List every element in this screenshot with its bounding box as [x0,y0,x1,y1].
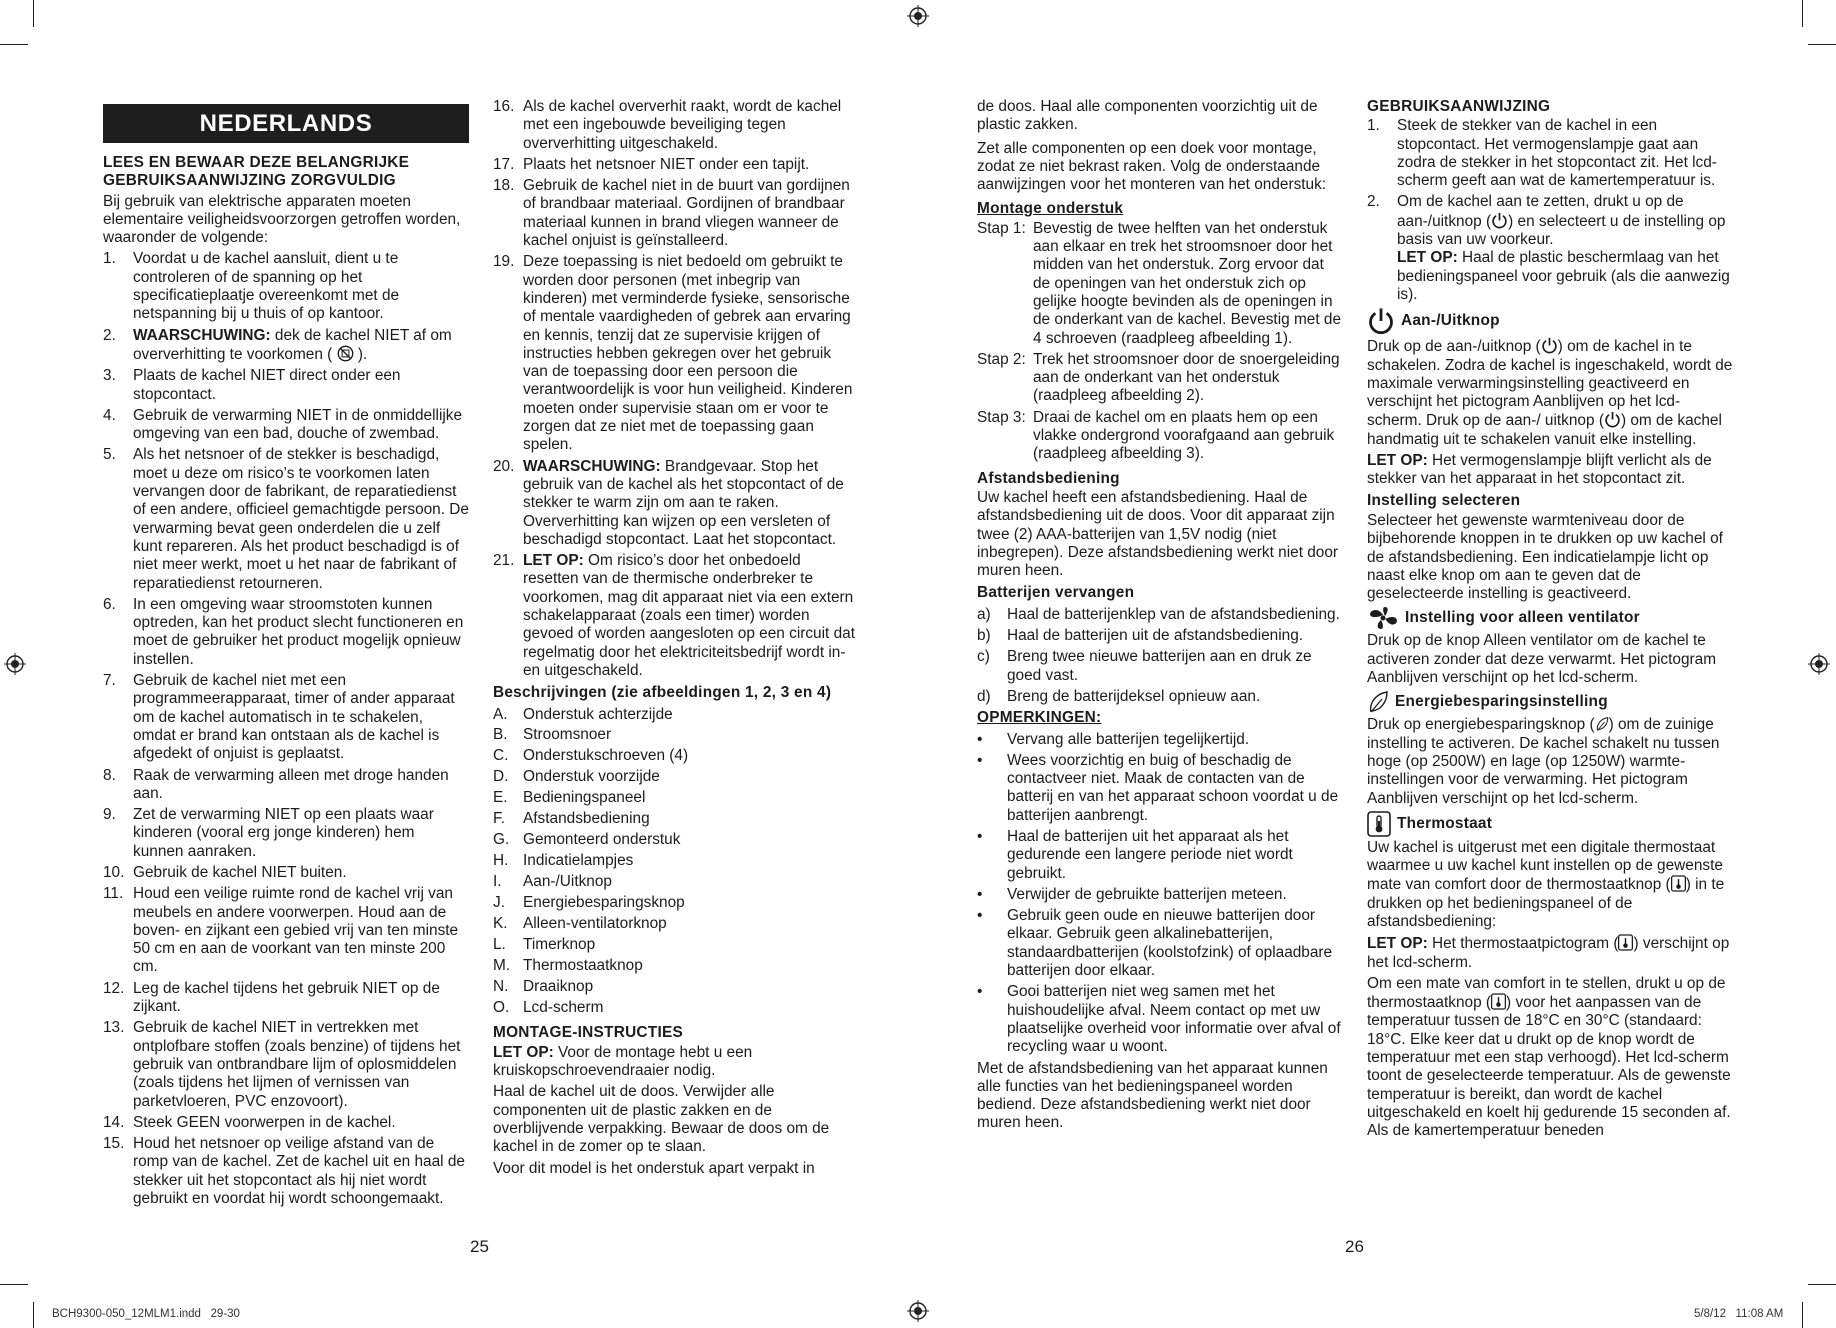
power-icon [1541,337,1558,354]
list-item: Stap 1: Bevestig de twee helften van het onderstuk aan elkaar en trek het stroomsnoer door het midden van het onderstuk. Zorg ervoor dat de openingen van het onderstuk zich op gelijke hoogte bevinden als de openingen in de onderkant van de kachel. Bevestig met de 4 schroeven (raadpleeg afbeelding 1). [977,219,1342,347]
select-paragraph: Selecteer het gewenste warmteniveau door de bijbehorende knoppen in te drukken op uw kachel of de afstandsbediening. Een indicatielampje licht op naast elke knop om aan te geven dat de geselecteerde instelling is geactiveerd. [1367,511,1723,603]
crop-mark [0,44,28,45]
list-item: • Verwijder de gebruikte batterijen meteen. [977,885,1287,903]
list-item: 5. Als het netsnoer of de stekker is beschadigd, moet u deze om risico’s te voorkomen laten vervangen door de fabrikant, de reparatiedienst of een andere, officieel gemachtigde persoon. De verwarming bevat geen onderdelen die u zelf kunt repareren. Als het product beschadigd is of niet meer werkt, moet u het naar de fabrikant of reparatiedienst retourneren. [103,446,469,592]
footer-date: 5/8/12 11:08 AM [1694,1308,1784,1320]
crop-mark [1808,1284,1836,1285]
crop-mark [1802,0,1803,27]
list-item: 8. Raak de verwarming alleen met droge handen aan. [103,766,449,802]
list-item: • Vervang alle batterijen tegelijkertijd. [977,730,1250,748]
thermostat-icon [1491,993,1506,1010]
safety-heading: LEES EN BEWAAR DEZE BELANGRIJKE GEBRUIKSAANWIJZING ZORGVULDIG [103,154,410,190]
list-item: Stap 2: Trek het stroomsnoer door de snoergeleiding aan de onderkant van het onderstuk (raadpleeg afbeelding 2). [977,350,1340,405]
list-item: • Wees voorzichtig en buig of beschadig de contactveer niet. Maak de contacten van de batterij en van het apparaat schoon voordat u de batterijen aanbrengt. [977,751,1339,824]
page-number-right: 26 [1345,1237,1364,1256]
list-item: E. Bedieningspaneel [493,789,646,807]
onoff-paragraph: Druk op de aan-/uitknop ( ) om de kachel in te schakelen. Zodra de kachel is ingeschakeld, wordt de maximale verwarmingsinstelling geactiveerd en verschijnt het pictogram Aanblijven op het lcd-scherm. Druk op de aan-/ uitknop ( ) om de kachel handmatig uit te schakelen vanuit elke instelling. [1367,338,1733,448]
language-banner: NEDERLANDS [103,104,469,143]
fan-heading-row [1367,606,1733,630]
remote-paragraph: Uw kachel heeft een afstandsbediening. Haal de afstandsbediening uit de doos. Voor dit apparaat zijn twee (2) AAA-batterijen van 1,5V nodig (niet inbegrepen). Deze afstandsbediening werkt niet door muren heen. [977,488,1339,580]
list-item: 1. Steek de stekker van de kachel in een stopcontact. Het vermogenslampje gaat aan zodra de stekker in het stopcontact zit. Het lcd-scherm geeft aan wat de kamertemperatuur is. [1367,117,1717,190]
list-item: 2. Om de kachel aan te zetten, drukt u op de aan-/uitknop ( ) en selecteert u de instelling op basis van uw voorkeur. LET OP: Haal de plastic beschermlaag van het bedieningspaneel voor gebruik (als die aanwezig is). [1367,193,1730,303]
thermo-paragraph-2: Om een mate van comfort in te stellen, drukt u op de thermostaatknop ( ) voor het aanpassen van de temperatuur tussen de 18°C en 30°C (standaard: 18°C. Elke keer dat u drukt op de knop wordt de temperatuur met een stap verhoogd). Het lcd-scherm toont de geselecteerde temperatuur. Als de gewenste temperatuur is bereikt, dan wordt de kachel uitgeschakeld en koelt hij gedurende 15 seconden af. Als de kamertemperatuur beneden [1367,974,1731,1140]
thermostat-icon [1671,875,1686,892]
leaf-icon [1595,716,1609,732]
list-item: A. Onderstuk achterzijde [493,705,673,723]
usage-heading: GEBRUIKSAANWIJZING [1367,98,1551,115]
battery-heading: Batterijen vervangen [977,584,1135,602]
page-number-left: 25 [470,1237,489,1256]
onoff-heading: Aan-/Uitknop [1401,312,1500,330]
list-item: J. Energiebesparingsknop [493,894,685,912]
footer-file: BCH9300-050_12MLM1.indd 29-30 [52,1308,240,1320]
list-item: • Haal de batterijen uit het apparaat als het gedurende een langere periode niet wordt gebruikt. [977,827,1293,882]
thermo-heading: Thermostaat [1397,814,1493,832]
list-item: 6. In een omgeving waar stroomstoten kunnen optreden, kan het product slecht functioneren en moet de gebruiker het product mogelijk opnieuw instellen. [103,595,464,668]
list-item: d) Breng de batterijdeksel opnieuw aan. [977,687,1261,705]
list-item: F. Afstandsbediening [493,810,650,828]
list-item: 1. Voordat u de kachel aansluit, dient u te controleren of de spanning op het specificatieplaatje overeenkomt met de netspanning bij u thuis of op kantoor. [103,250,400,323]
list-item: K. Alleen-ventilatorknop [493,915,667,933]
notes-list [977,731,1343,1057]
power-icon [1604,411,1621,428]
list-item: 2. WAARSCHUWING: dek de kachel NIET af om oververhitting te voorkomen ( ). [103,326,452,363]
safety-list-continued [493,98,859,680]
safety-list [103,250,469,1208]
list-item: 13. Gebruik de kachel NIET in vertrekken met ontplofbare stoffen (zoals benzine) of tijdens het gebruik van ontbrandbare lijm of oplosmiddelen (zoals tijdens het lijmen of vernissen van parketvloeren, PVC enzovoort). [103,1019,461,1110]
list-item: 15. Houd het netsnoer op veilige afstand van de romp van de kachel. Zet de kachel uit en haal de stekker uit het stopcontact als hij niet wordt gebruikt en voordat hij wordt schoongemaakt. [103,1135,465,1208]
list-item: 18. Gebruik de kachel niet in de buurt van gordijnen of brandbaar materiaal. Gordijnen of brandbaar materiaal kunnen in brand vliegen wanneer de kachel onjuist is geïnstalleerd. [493,177,850,250]
list-item: c) Breng twee nieuwe batterijen aan en druk ze goed vast. [977,648,1312,684]
list-item: • Gebruik geen oude en nieuwe batterijen door elkaar. Gebruik geen alkalinebatterijen, standaardbatterijen (koolstofzink) of oplaadbare batterijen door elkaar. [977,907,1333,980]
list-item: M. Thermostaatknop [493,957,643,975]
list-item: G. Gemonteerd onderstuk [493,831,681,849]
assembly-paragraph: Haal de kachel uit de doos. Verwijder alle componenten uit de plastic zakken en de overblijvende verpakking. Bewaar de doos om de kachel in de zomer op te slaan. [493,1083,830,1156]
base-assembly-heading: Montage onderstuk [977,200,1124,218]
assembly-note: LET OP: Voor de montage hebt u een kruiskopschroevendraaier nodig. [493,1043,753,1080]
fan-paragraph: Druk op de knop Alleen ventilator om de kachel te activeren zonder dat deze verwarmt. Het pictogram Aanblijven verschijnt op het lcd-scherm. [1367,632,1717,687]
registration-mark-icon [1808,653,1830,675]
list-item: 19. Deze toepassing is niet bedoeld om gebruikt te worden door personen (met inbegrip van kinderen) met verminderde fysieke, sensorische of mentale vaardigheden of gebrek aan ervaring en kennis, tenzij dat ze supervisie krijgen of instructies hebben gekregen over het gebruik van de toepassing door een persoon die verantwoordelijk is voor hun veiligheid. Kinderen moeten onder supervisie staan om er voor te zorgen dat ze niet met de toepassing gaan spelen. [493,253,853,454]
list-item: 16. Als de kachel oververhit raakt, wordt de kachel met een ingebouwde beveiliging tegen oververhitting uitgeschakeld. [493,98,842,152]
list-item: D. Onderstuk voorzijde [493,768,660,786]
thermostat-icon [1367,811,1391,837]
do-not-cover-icon [337,345,354,362]
list-item: b) Haal de batterijen uit de afstandsbediening. [977,627,1304,645]
eco-paragraph: Druk op energiebesparingsknop ( ) om de zuinige instelling te activeren. De kachel schakelt nu tussen hoge (op 2500W) en lage (op 1250W) warmte-instellingen voor de verwarming. Het pictogram Aanblijven verschijnt op het lcd-scherm. [1367,716,1720,807]
assembly-paragraph: Zet alle componenten op een doek voor montage, zodat ze niet bekrast raken. Volg de onderstaande aanwijzingen voor het monteren van het onderstuk: [977,139,1327,194]
power-icon [1367,307,1395,335]
list-item: 12. Leg de kachel tijdens het gebruik NIET op de zijkant. [103,979,440,1016]
eco-heading: Energiebesparingsinstelling [1395,693,1608,711]
list-item: 14. Steek GEEN voorwerpen in de kachel. [103,1113,396,1131]
fan-heading: Instelling voor alleen ventilator [1405,609,1640,627]
column-2 [493,98,859,1181]
leaf-icon [1367,690,1389,714]
descriptions-list [493,706,859,1018]
list-item: 7. Gebruik de kachel niet met een programmeerapparaat, timer of ander apparaat om de kachel automatisch in te schakelen, omdat er brand kan ontstaan als de kachel is afgedekt of onjuist is geplaatst. [103,672,455,763]
crop-mark [1808,44,1836,45]
column-1 [103,98,469,1211]
remote-heading: Afstandsbediening [977,469,1120,487]
thermostat-icon [1618,934,1633,951]
crop-mark [33,1302,34,1328]
assembly-paragraph: Voor dit model is het onderstuk apart verpakt in [493,1159,815,1177]
list-item: O. Lcd-scherm [493,999,604,1017]
assembly-paragraph: de doos. Haal alle componenten voorzichtig uit de plastic zakken. [977,98,1318,134]
crop-mark [1802,1302,1803,1328]
crop-mark [0,1284,28,1285]
onoff-heading-row [1367,307,1733,335]
power-icon [1491,212,1508,229]
thermo-heading-row [1367,811,1733,837]
battery-list [977,606,1343,706]
list-item: 9. Zet de verwarming NIET op een plaats waar kinderen (vooral erg jonge kinderen) hem kunnen aanraken. [103,806,434,860]
onoff-note: LET OP: Het vermogenslampje blijft verlicht als de stekker van het apparaat in het stopcontact zit. [1367,452,1712,488]
list-item: N. Draaiknop [493,978,594,996]
list-item: a) Haal de batterijenklep van de afstandsbediening. [977,605,1340,623]
usage-list [1367,117,1733,304]
registration-mark-icon [4,653,26,675]
list-item: 11. Houd een veilige ruimte rond de kachel vrij van meubels en andere voorwerpen. Houd aan de boven- en zijkant een gebied vrij van ten minste 50 cm en aan de voorkant van ten minste 200 cm. [103,885,459,976]
thermo-paragraph: Uw kachel is uitgerust met een digitale thermostaat waarmee u uw kachel kunt instellen op de gewenste mate van comfort door de thermostaatknop ( ) in te drukken op het bedieningspaneel of de afstandsbediening: [1367,838,1725,930]
list-item: • Gooi batterijen niet weg samen met het huishoudelijke afval. Neem contact op met uw plaatselijke overheid voor informatie over afval of recycling waar u woont. [977,983,1341,1056]
list-item: Stap 3: Draai de kachel om en plaats hem op een vlakke ondergrond voorafgaand aan gebruik (raadpleeg afbeelding 3). [977,408,1335,463]
column-3 [977,98,1343,1136]
list-item: 10. Gebruik de kachel NIET buiten. [103,863,347,881]
assembly-heading: MONTAGE-INSTRUCTIES [493,1023,684,1041]
safety-intro: Bij gebruik van elektrische apparaten moeten elementaire veiligheidsvoorzorgen getroffen worden, waaronder de volgende: [103,192,461,247]
crop-mark [33,0,34,27]
list-item: 20. WAARSCHUWING: Brandgevaar. Stop het gebruik van de kachel als het stopcontact of de stekker te warm zijn om aan te raken. Oververhitting kan wijzen op een versleten of beschadigd stopcontact. Laat het stopcontact. [493,457,844,548]
notes-heading: OPMERKINGEN: [977,709,1102,727]
eco-heading-row [1367,690,1733,714]
list-item: L. Timerknop [493,936,596,954]
registration-mark-icon [907,1300,929,1322]
assembly-steps [977,220,1343,464]
column-4 [1367,98,1733,1144]
list-item: 17. Plaats het netsnoer NIET onder een tapijt. [493,155,810,173]
registration-mark-icon [907,5,929,27]
list-item: B. Stroomsnoer [493,726,612,744]
list-item: 3. Plaats de kachel NIET direct onder een stopcontact. [103,367,401,403]
select-heading: Instelling selecteren [1367,491,1521,509]
thermo-note: LET OP: Het thermostaatpictogram ( ) verschijnt op het lcd-scherm. [1367,935,1730,971]
list-item: 21. LET OP: Om risico’s door het onbedoeld resetten van de thermische onderbreker te voorkomen, mag dit apparaat niet via een extern schakelapparaat (zoals een timer) worden gevoed of worden aangesloten op een circuit dat regelmatig door het elektriciteitsbedrijf wordt in- en uitgeschakeld. [493,552,855,679]
remote-final-paragraph: Met de afstandsbediening van het apparaat kunnen alle functies van het bedieningspaneel worden bediend. Deze afstandsbediening werkt niet door muren heen. [977,1059,1328,1132]
list-item: 4. Gebruik de verwarming NIET in de onmiddellijke omgeving van een bad, douche of zwembad. [103,406,463,443]
list-item: H. Indicatielampjes [493,852,634,870]
list-item: C. Onderstukschroeven (4) [493,747,689,765]
list-item: I. Aan-/Uitknop [493,873,612,891]
descriptions-heading: Beschrijvingen (zie afbeeldingen 1, 2, 3 en 4) [493,684,832,702]
fan-icon [1367,606,1399,630]
